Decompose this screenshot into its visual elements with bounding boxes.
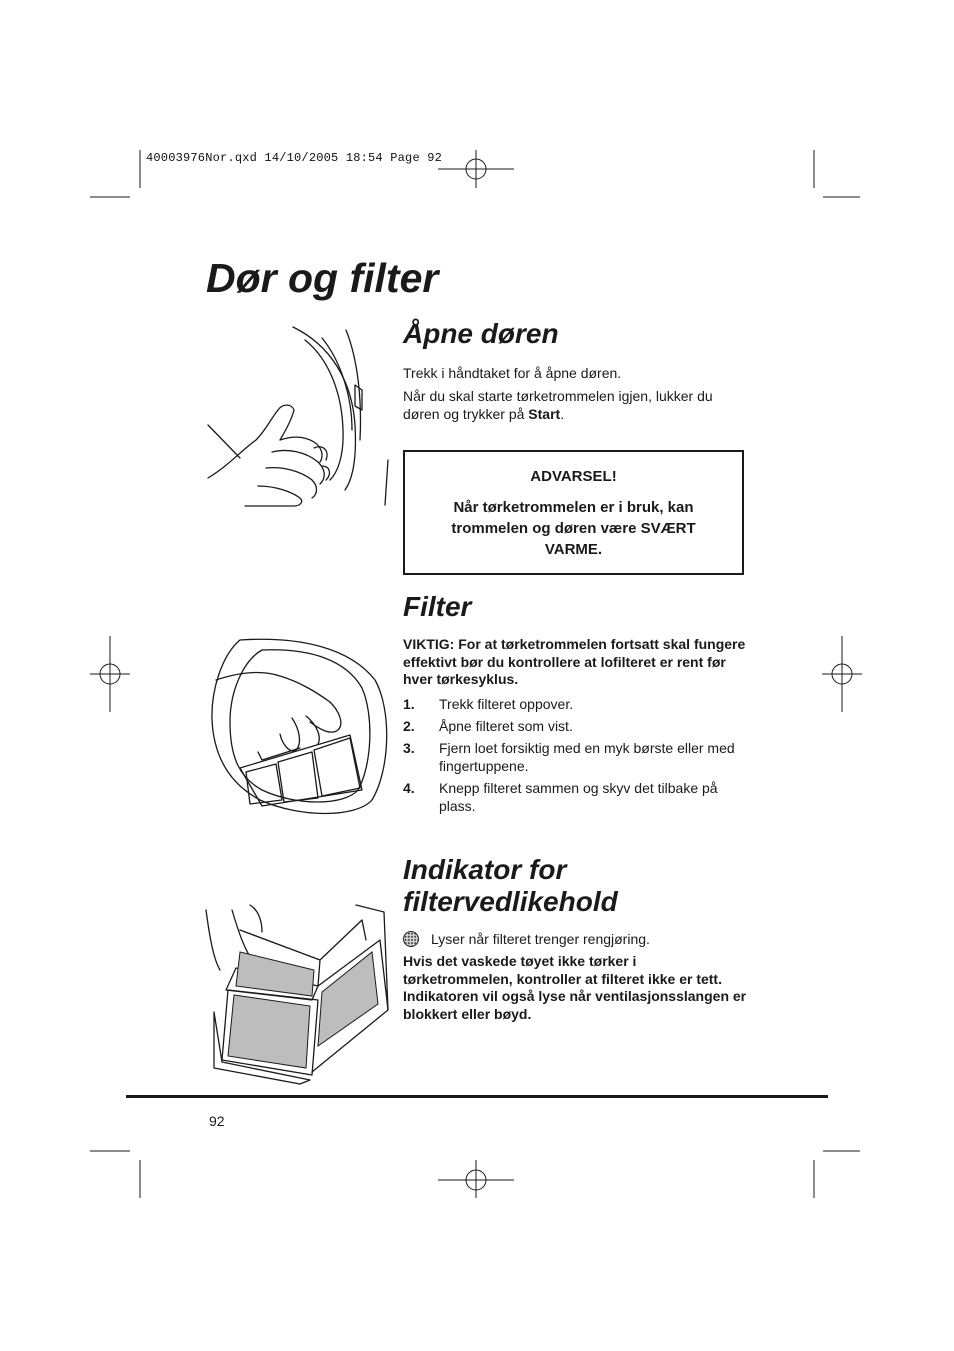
step-number: 1.	[403, 695, 415, 712]
open-door-paragraph-2-end: .	[560, 406, 565, 422]
indicator-light-text: Lyser når filteret trenger rengjøring.	[431, 931, 650, 947]
indicator-text	[403, 930, 748, 1028]
footer-rule	[126, 1095, 828, 1098]
warning-box	[403, 450, 744, 575]
section-heading-indicator	[403, 854, 618, 918]
filter-mesh-panels	[228, 952, 378, 1068]
filter-text	[403, 636, 748, 819]
door-opening-illustration	[208, 327, 388, 506]
section-heading-open-door: Åpne døren	[403, 318, 559, 349]
page-title: Dør og filter	[206, 255, 439, 301]
section-heading-filter: Filter	[403, 591, 472, 622]
list-item	[403, 695, 748, 713]
open-door-paragraph-2-text: Når du skal starte tørketrommelen igjen, lukker du døren og trykker på	[403, 388, 713, 422]
step-number: 2.	[403, 717, 415, 734]
start-keyword: Start	[528, 406, 561, 422]
indicator-heading-line-2: filtervedlikehold	[403, 886, 618, 917]
warning-text: Når tørketrommelen er i bruk, kan trommelen og døren være SVÆRT VARME.	[451, 499, 696, 558]
filter-indicator-icon	[403, 931, 419, 947]
step-text: Trekk filteret oppover.	[439, 695, 574, 712]
warning-title: ADVARSEL!	[530, 468, 617, 485]
list-item	[403, 717, 748, 735]
print-slug: 40003976Nor.qxd 14/10/2005 18:54 Page 92	[146, 151, 443, 165]
step-text: Fjern loet forsiktig med en myk børste eller med fingertuppene.	[439, 739, 735, 774]
list-item	[403, 779, 748, 815]
list-item	[403, 739, 748, 775]
filter-removal-illustration	[212, 639, 387, 813]
indicator-light-row	[403, 930, 748, 948]
step-number: 4.	[403, 779, 415, 796]
filter-important-note: VIKTIG: For at tørketrommelen fortsatt skal fungere effektivt bør du kontrollere at lofilteret er rent før hver tørkesyklus.	[403, 636, 746, 687]
open-door-paragraph-1: Trekk i håndtaket for å åpne døren.	[403, 365, 622, 381]
step-number: 3.	[403, 739, 415, 756]
open-door-text	[403, 364, 748, 428]
indicator-heading-line-1: Indikator for	[403, 854, 567, 885]
step-text: Åpne filteret som vist.	[439, 717, 573, 734]
page-number: 92	[209, 1113, 225, 1129]
step-text: Knepp filteret sammen og skyv det tilbake på plass.	[439, 779, 718, 814]
open-door-paragraph-2	[403, 387, 748, 423]
filter-steps-list	[403, 695, 748, 815]
indicator-note: Hvis det vaskede tøyet ikke tørker i tørketrommelen, kontroller at filteret ikke er tett. Indikatoren vil også lyse når ventilasjonsslangen er blokkert eller bøyd.	[403, 953, 747, 1022]
